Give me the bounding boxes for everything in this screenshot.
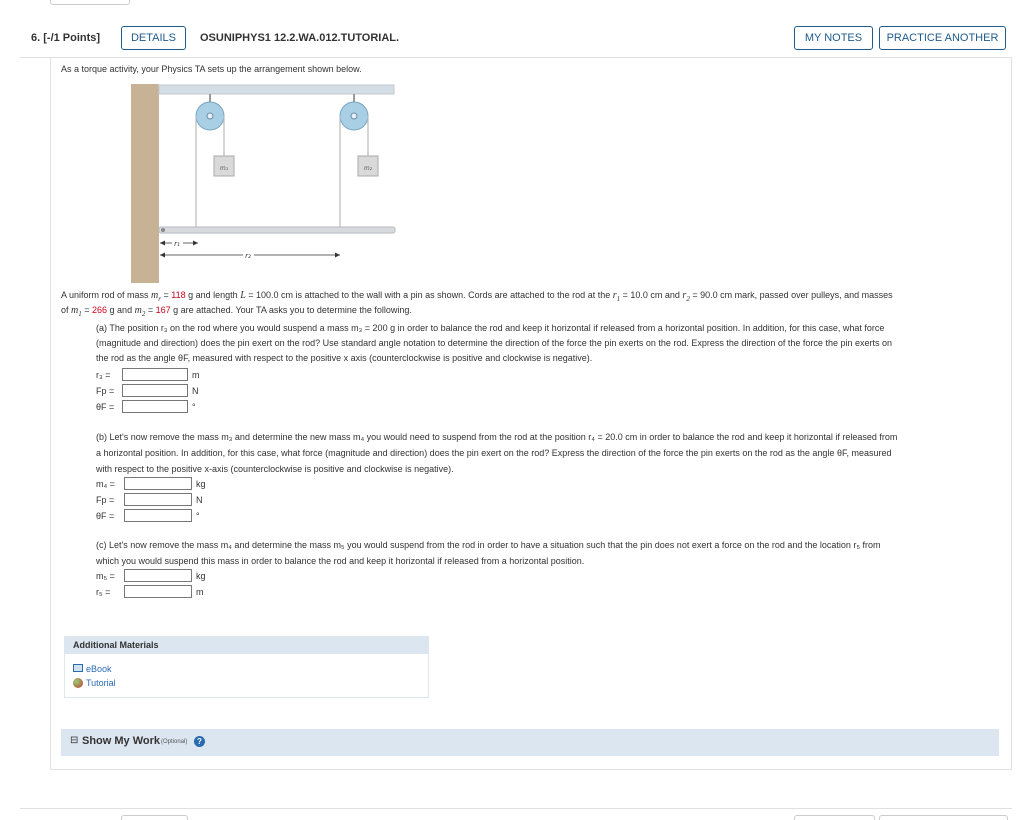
question-number: 6. [-/1 Points] xyxy=(31,32,101,44)
part-a-line-3: the rod as the angle θF, measured with respect to the positive x axis (counterclockwise is positive and clockwise is negative). xyxy=(96,353,593,363)
part-c-line-2: which you would suspend this mass in order to balance the rod and keep it horizontal if released from a horizontal position. xyxy=(96,556,585,566)
r5-input[interactable] xyxy=(124,585,192,598)
r3-label: r₃ = xyxy=(96,370,111,380)
show-my-work-label[interactable]: Show My Work xyxy=(82,735,161,747)
m5-input[interactable] xyxy=(124,569,192,582)
footer-divider xyxy=(20,808,1012,809)
m2-label: m₂ xyxy=(363,165,373,172)
value-m1: 266 xyxy=(92,305,108,315)
question-code: OSUNIPHYS1 12.2.WA.012.TUTORIAL. xyxy=(200,32,400,44)
details-button[interactable]: DETAILS xyxy=(121,26,186,50)
problem-line-1: A uniform rod of mass $m_r = 118$ g and length L = 100.0 cm is attached to the wall with a pin as shown. Cords are attached to the rod at the $r_1 = 10.0$ cm and $r_2 = 90.0$ cm mark, passed over pulleys, and masses xyxy=(61,290,893,303)
part-b-line-2: a horizontal position. In addition, for this case, what force (magnitude and direction) does the pin exert on the rod? Express the direction of the force the pin exerts on the rod as the angle θF, measured xyxy=(96,448,892,458)
part-c-line-1: (c) Let's now remove the mass m₄ and determine the mass m₅ you would suspend from the rod in order to have a situation such that the pin does not exert a force on the rod and the location r₅ from xyxy=(96,540,881,550)
next-details-stub xyxy=(121,815,188,820)
theta-a-label: θF = xyxy=(96,402,115,412)
r3-input[interactable] xyxy=(122,368,188,381)
tutorial-icon xyxy=(73,678,83,688)
part-a-line-1: (a) The position r₃ on the rod where you would suspend a mass m₃ = 200 g in order to balance the rod and keep it horizontal if released from a horizontal position. In addition, for this case, what force xyxy=(96,323,885,333)
r3-unit: m xyxy=(192,370,200,380)
fp-a-label: Fp = xyxy=(96,386,115,396)
m1-label: m₁ xyxy=(219,165,229,172)
help-icon[interactable]: ? xyxy=(194,736,205,747)
theta-b-unit: ° xyxy=(196,511,200,521)
collapse-toggle-icon[interactable]: ⊟ xyxy=(70,735,79,746)
value-mr: 118 xyxy=(171,290,186,300)
part-b-line-1: (b) Let's now remove the mass m₃ and determine the new mass m₄ you would need to suspend from the rod at the position r₄ = 20.0 cm in order to balance the rod and keep it horizontal if released from xyxy=(96,432,898,442)
optional-label: (Optional) xyxy=(161,739,188,745)
additional-materials-box xyxy=(64,636,429,698)
ebook-link[interactable]: eBook xyxy=(86,664,112,674)
r5-unit: m xyxy=(196,587,204,597)
fp-b-label: Fp = xyxy=(96,495,115,505)
ceiling-beam xyxy=(159,85,394,94)
m4-input[interactable] xyxy=(124,477,192,490)
theta-b-label: θF = xyxy=(96,511,115,521)
m4-unit: kg xyxy=(196,479,206,489)
m4-label: m₄ = xyxy=(96,479,115,489)
fp-b-unit: N xyxy=(196,495,203,505)
pin xyxy=(161,228,165,232)
rod xyxy=(159,227,395,233)
r2-label: r₂ xyxy=(245,252,251,260)
next-practice-stub xyxy=(879,815,1008,820)
m5-unit: kg xyxy=(196,571,206,581)
tutorial-link[interactable]: Tutorial xyxy=(86,678,116,688)
wall xyxy=(131,84,159,283)
intro-text: As a torque activity, your Physics TA sets up the arrangement shown below. xyxy=(61,64,362,74)
theta-b-input[interactable] xyxy=(124,509,192,522)
previous-question-stub xyxy=(50,0,130,5)
my-notes-button[interactable]: MY NOTES xyxy=(794,26,873,50)
fp-b-input[interactable] xyxy=(124,493,192,506)
theta-a-input[interactable] xyxy=(122,400,188,413)
book-icon xyxy=(73,664,83,672)
torque-figure xyxy=(128,80,398,286)
fp-a-unit: N xyxy=(192,386,199,396)
theta-a-unit: ° xyxy=(192,402,196,412)
fp-a-input[interactable] xyxy=(122,384,188,397)
r5-label: r₅ = xyxy=(96,587,111,597)
additional-materials-heading: Additional Materials xyxy=(65,637,428,654)
value-m2: 167 xyxy=(155,305,171,315)
next-notes-stub xyxy=(794,815,875,820)
m5-label: m₅ = xyxy=(96,571,115,581)
problem-line-2: of $m_1 = 266$ g and $m_2 = 167$ g are attached. Your TA asks you to determine the following. xyxy=(61,305,412,318)
part-a-line-2: (magnitude and direction) does the pin exert on the rod? Use standard angle notation to determine the direction of the force the pin exerts on the rod. Express the direction of the force the pin exerts on xyxy=(96,338,892,348)
practice-another-button[interactable]: PRACTICE ANOTHER xyxy=(879,26,1006,50)
r1-label: r₁ xyxy=(174,240,180,248)
part-b-line-3: with respect to the positive x-axis (counterclockwise is positive and clockwise is negative). xyxy=(96,464,454,474)
